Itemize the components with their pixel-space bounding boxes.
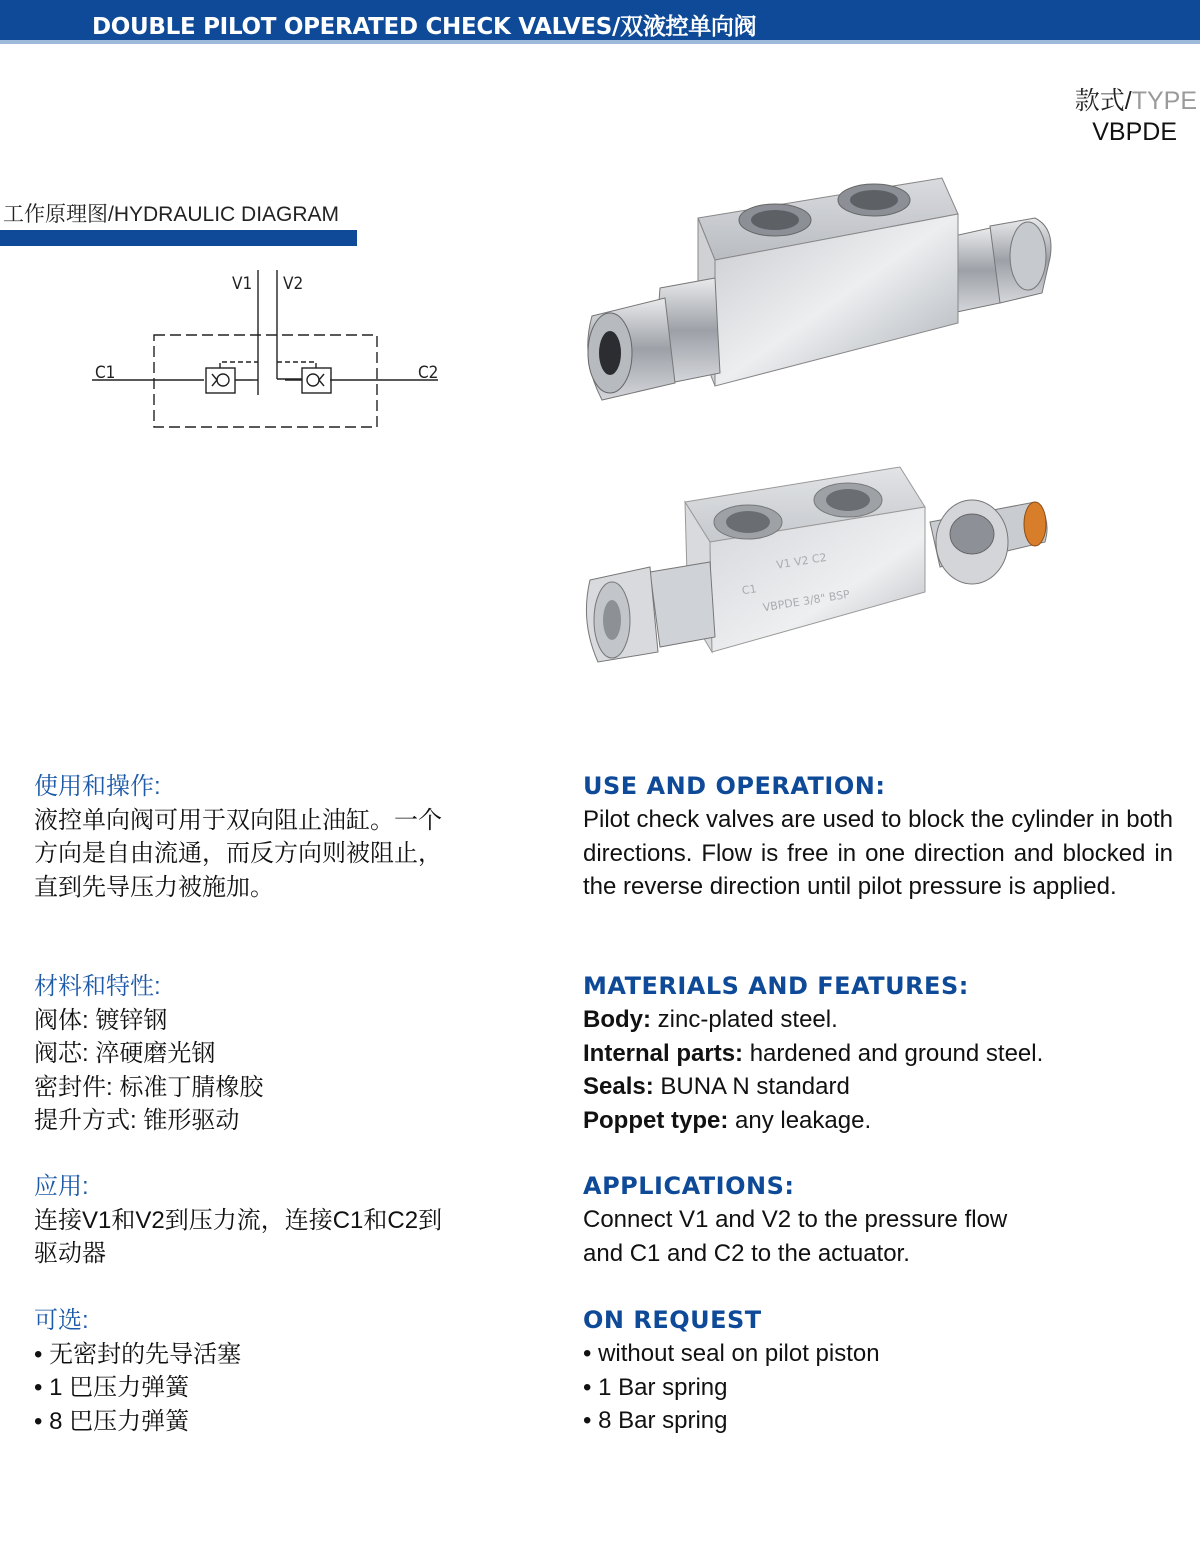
cn-options-heading: 可选:	[34, 1307, 89, 1334]
en-use-text: Pilot check valves are used to block the cylinder in both directions. Flow is free in one direction and blocked in the reverse direction until pilot pressure is applied.	[583, 806, 1173, 900]
en-materials-label: Internal parts:	[583, 1039, 744, 1067]
hydraulic-diagram-label: 工作原理图/HYDRAULIC DIAGRAM	[3, 203, 340, 226]
port-v1-label: V1	[232, 274, 253, 294]
en-materials-item	[583, 1003, 1173, 1037]
left-check-valve	[206, 368, 235, 393]
valve-housing-outline	[154, 335, 377, 427]
cn-materials-line: 提升方式: 锥形驱动	[34, 1107, 240, 1134]
stamp-c1: C1	[740, 582, 758, 598]
valve-body	[698, 178, 958, 386]
en-options-heading: ON REQUEST	[583, 1306, 762, 1334]
en-materials-item	[583, 1104, 1173, 1138]
cn-use-line: 液控单向阀可用于双向阻止油缸。一个	[34, 806, 442, 834]
cn-materials-line: 阀芯: 淬硬磨光钢	[34, 1040, 216, 1067]
en-materials-label: Poppet type:	[583, 1106, 729, 1134]
right-fitting	[945, 218, 1051, 313]
port-c1-label: C1	[95, 363, 116, 383]
port-v2-label: V2	[283, 274, 304, 294]
en-applications-line: and C1 and C2 to the actuator.	[583, 1239, 910, 1267]
cn-applications-heading: 应用:	[34, 1173, 89, 1200]
type-label-en: TYPE	[1131, 87, 1197, 115]
type-value: VBPDE	[1092, 118, 1177, 146]
en-materials-label: Seals:	[583, 1073, 654, 1100]
left-nut-2	[586, 562, 715, 662]
en-use-heading: USE AND OPERATION:	[583, 772, 886, 800]
cn-use-line: 方向是自由流通，而反方向则被阻止，	[34, 840, 442, 867]
cn-use-section	[34, 770, 442, 904]
hydraulic-schematic	[80, 262, 450, 437]
en-options-line: • without seal on pilot piston	[583, 1340, 880, 1367]
en-options-section	[583, 1304, 1173, 1438]
cn-options-line: • 1 巴压力弹簧	[34, 1374, 190, 1401]
left-check-ball	[217, 374, 229, 386]
cn-use-line: 直到先导压力被施加。	[34, 873, 274, 901]
en-options-line: • 1 Bar spring	[583, 1373, 728, 1401]
cn-materials-line: 密封件: 标准丁腈橡胶	[34, 1073, 264, 1101]
en-materials-item	[583, 1037, 1173, 1071]
right-check-ball	[307, 374, 319, 386]
cn-options-line: • 8 巴压力弹簧	[34, 1407, 190, 1435]
cn-options-section	[34, 1304, 241, 1438]
en-materials-heading: MATERIALS AND FEATURES:	[583, 972, 969, 1000]
cn-materials-section	[34, 970, 263, 1138]
en-materials-value: hardened and ground steel.	[743, 1039, 1044, 1067]
en-applications-heading: APPLICATIONS:	[583, 1172, 795, 1200]
banjo-fitting	[930, 500, 1047, 584]
stamp-model: VBPDE 3/8" BSP	[761, 587, 851, 615]
en-materials-value: any leakage.	[728, 1106, 872, 1134]
cn-materials-line: 阀体: 镀锌钢	[34, 1006, 168, 1034]
cn-applications-line: 驱动器	[34, 1240, 106, 1267]
diagram-underline-bar	[0, 230, 357, 246]
port-c2-label: C2	[418, 363, 439, 383]
type-block	[1075, 86, 1197, 148]
en-materials-section	[583, 970, 1173, 1137]
cn-applications-section	[34, 1170, 442, 1271]
product-photo-bottom	[580, 462, 1060, 677]
en-materials-item	[583, 1070, 1173, 1104]
left-fitting	[588, 278, 720, 400]
en-materials-value: zinc-plated steel.	[651, 1006, 838, 1033]
en-use-section	[583, 770, 1173, 904]
en-applications-section	[583, 1170, 1173, 1270]
product-photo-top	[580, 168, 1080, 408]
en-applications-line: Connect V1 and V2 to the pressure flow	[583, 1206, 1008, 1233]
cn-use-heading: 使用和操作:	[34, 773, 161, 800]
page-title: DOUBLE PILOT OPERATED CHECK VALVES/双液控单向阀	[92, 14, 757, 40]
en-materials-value: BUNA N standard	[653, 1073, 850, 1100]
cn-applications-line: 连接V1和V2到压力流，连接C1和C2到	[34, 1206, 443, 1234]
cn-materials-heading: 材料和特性:	[34, 973, 161, 1000]
type-label-cn: 款式/	[1074, 87, 1132, 115]
valve-body-2	[685, 467, 925, 652]
en-options-line: • 8 Bar spring	[583, 1407, 728, 1434]
en-materials-label: Body:	[583, 1006, 651, 1033]
stamp-ports: V1 V2 C2	[775, 550, 828, 572]
cn-options-line: • 无密封的先导活塞	[34, 1340, 242, 1368]
header-bar	[0, 0, 1200, 44]
